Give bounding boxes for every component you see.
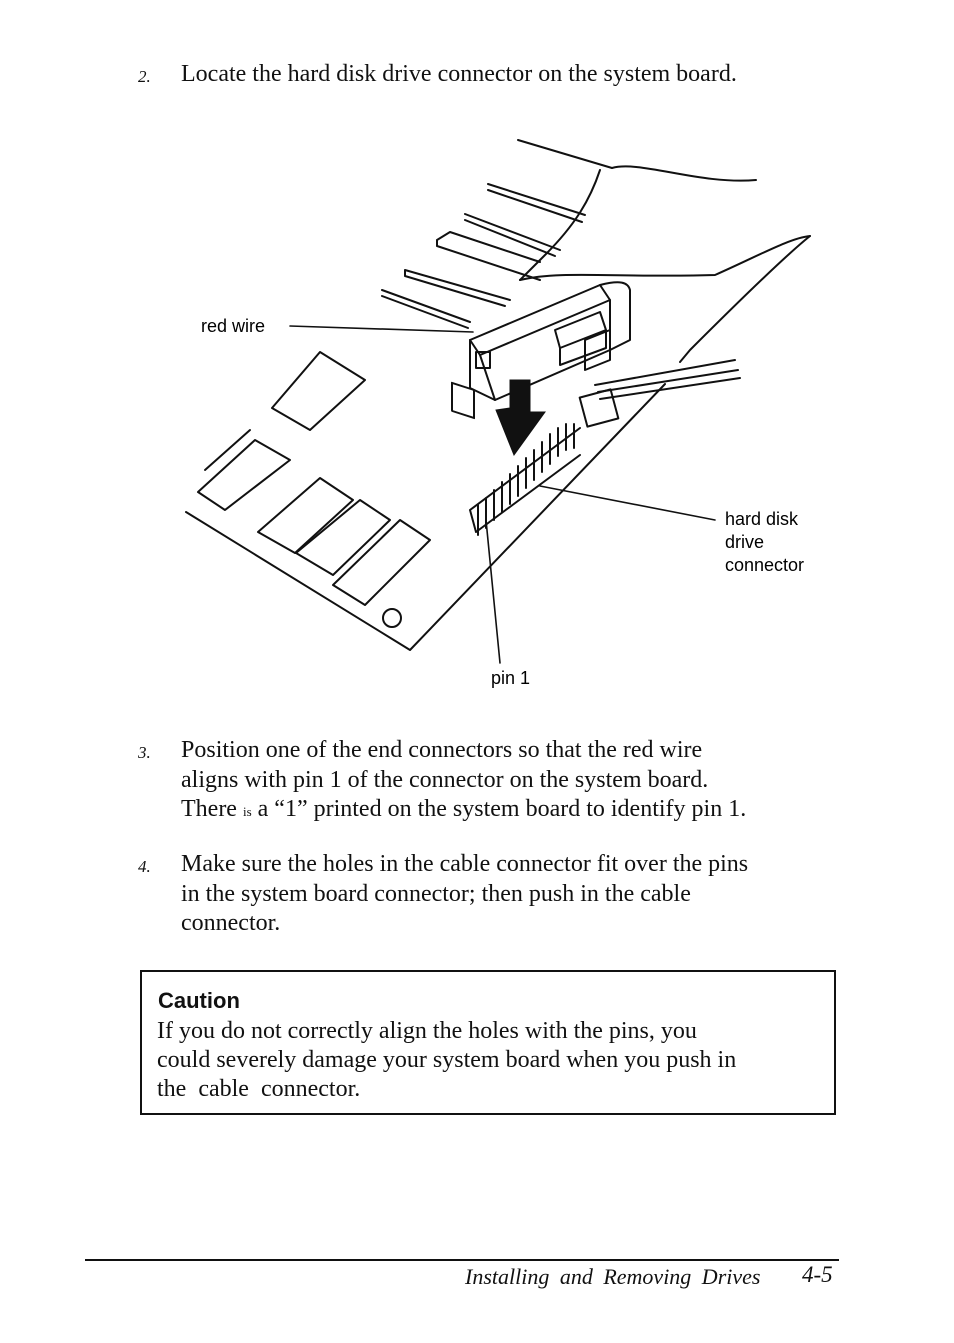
step-line: Locate the hard disk drive connector on the system board. (181, 61, 737, 87)
system-board-outline (186, 384, 665, 650)
connector-leader (540, 486, 715, 520)
hard-disk-connector-label: drive (725, 532, 765, 552)
pin1-label: pin 1 (491, 668, 531, 688)
page-number: 4-5 (802, 1262, 833, 1287)
step-number: 4. (138, 857, 151, 876)
pin1-leader (486, 520, 500, 663)
caution-line: If you do not correctly align the holes with the pins, you (157, 1018, 697, 1044)
caution-box (140, 970, 836, 1115)
floppy-cable (595, 360, 740, 399)
insert-arrow-icon (496, 380, 545, 455)
red-wire-label: red wire (201, 316, 266, 336)
caution-line: could severely damage your system board when you push in (157, 1047, 737, 1073)
chip (296, 500, 390, 575)
chip (198, 440, 290, 510)
step-line-fragment: is (242, 804, 252, 819)
hard-disk-connector-illustration (170, 125, 830, 700)
step-number: 3. (138, 743, 151, 762)
ribbon-cable (612, 166, 756, 180)
step-line-fragment: a “1” printed on the system board to identify pin 1. (251, 796, 747, 822)
caution-title: Caution (158, 988, 240, 1013)
hard-disk-connector-label: connector (725, 555, 805, 575)
chip (272, 352, 365, 430)
footer-rule (85, 1259, 839, 1261)
caution-body (157, 1017, 827, 1104)
step-line (181, 795, 746, 827)
step-number: 2. (138, 67, 151, 86)
step-line: aligns with pin 1 of the connector on the system board. (181, 766, 709, 793)
expansion-slot (405, 270, 510, 306)
step-line-fragment: There (181, 796, 243, 822)
step-line: Position one of the end connectors so that the red wire (181, 737, 703, 763)
expansion-slot (382, 290, 470, 328)
step-text (181, 736, 746, 827)
footer-section-title: Installing and Removing Drives (465, 1264, 761, 1289)
caution-line: the cable connector. (157, 1076, 361, 1102)
expansion-slot (437, 232, 540, 280)
pin-header (470, 424, 580, 535)
step-text (181, 850, 748, 939)
step-line: Make sure the holes in the cable connector fit over the pins (181, 851, 749, 877)
step-text (181, 60, 737, 90)
hard-disk-connector-label: hard disk (725, 509, 799, 529)
step-line: connector. (181, 910, 281, 936)
screw (383, 609, 401, 627)
chip (258, 478, 353, 553)
chip (333, 520, 430, 605)
red-wire-leader (290, 326, 473, 332)
expansion-slot (488, 184, 585, 222)
expansion-slot (465, 214, 560, 256)
step-line: in the system board connector; then push in the cable (181, 880, 691, 907)
